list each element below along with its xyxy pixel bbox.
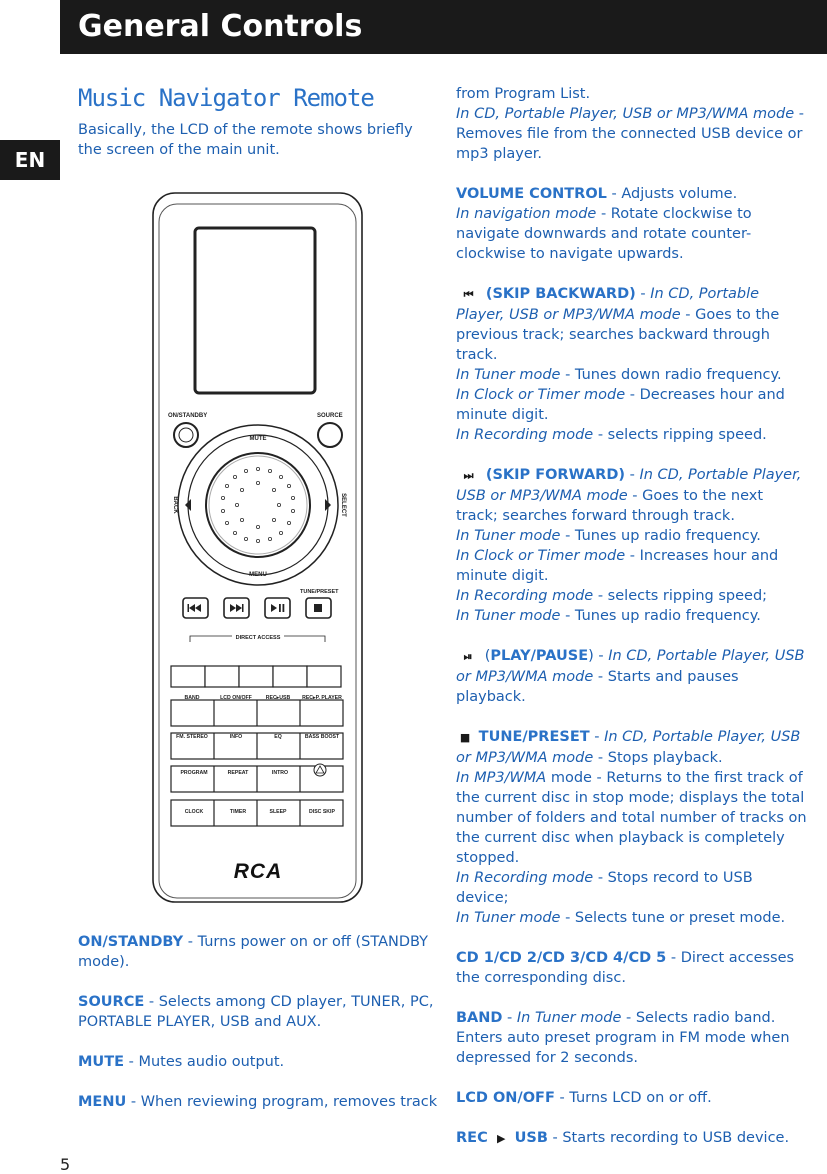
info-key: INFO bbox=[229, 734, 243, 740]
on-standby-label: ON/STANDBY bbox=[168, 413, 208, 419]
eq-key: EQ bbox=[274, 734, 282, 740]
intro-text: Basically, the LCD of the remote shows briefly the screen of the main unit. bbox=[78, 122, 413, 158]
rec-usb-key: REC▸USB bbox=[265, 695, 291, 701]
left-column bbox=[78, 932, 438, 1132]
rec-usb-entry: REC ▶ USB - Starts recording to USB device. bbox=[456, 1128, 808, 1149]
lcd-screen bbox=[195, 228, 315, 393]
mute-entry: MUTE - Mutes audio output. bbox=[78, 1054, 285, 1070]
arrow-right-icon: ▶ bbox=[496, 1132, 506, 1145]
stop-icon: ■ bbox=[456, 731, 475, 744]
cd-entry: CD 1/CD 2/CD 3/CD 4/CD 5 - Direct accesses the corresponding disc. bbox=[456, 950, 795, 986]
skip-backward-icon: ⏮ bbox=[456, 288, 482, 301]
on-standby-button bbox=[174, 423, 198, 447]
right-column bbox=[456, 84, 808, 1169]
skip-forward-entry: ⏭ (SKIP FORWARD) - In CD, Portable Player, USB or MP3/WMA mode - Goes to the next track; searches forward through track. In Tuner mode - Tunes up radio frequency. In Clock or Timer mode - Increases hour and minute digit. In Recording mode - selects ripping speed; In Tuner mode - Tunes up radio frequency. bbox=[456, 467, 802, 624]
source-entry: SOURCE - Selects among CD player, TUNER, PC, PORTABLE PLAYER, USB and AUX. bbox=[78, 994, 434, 1030]
play-pause-entry: ⏯ (PLAY/PAUSE) - In CD, Portable Player, USB or MP3/WMA mode - Starts and pauses playback. bbox=[456, 648, 805, 705]
disc-skip-key: DISC SKIP bbox=[309, 809, 335, 815]
volume-entry: VOLUME CONTROL - Adjusts volume. In navigation mode - Rotate clockwise to navigate downwards and rotate counter-clockwise to navigate upwards. bbox=[456, 186, 752, 262]
language-tab: EN bbox=[0, 140, 60, 180]
skip-backward-entry: ⏮ (SKIP BACKWARD) - In CD, Portable Player, USB or MP3/WMA mode - Goes to the previous track; searches backward through track. In Tuner mode - Tunes down radio frequency. In Clock or Timer mode - Decreases hour and minute digit. In Recording mode - selects ripping speed. bbox=[456, 286, 785, 443]
direct-access-buttons bbox=[171, 666, 341, 687]
bass-boost-key: BASS BOOST bbox=[304, 734, 340, 740]
section-title: Music Navigator Remote bbox=[78, 84, 374, 112]
volume-dial bbox=[206, 453, 310, 557]
menu-entry: MENU - When reviewing program, removes track bbox=[78, 1094, 438, 1110]
menu-label: MENU bbox=[249, 572, 267, 578]
page-header bbox=[60, 0, 827, 54]
clock-key: CLOCK bbox=[184, 809, 204, 815]
intro-key: INTRO bbox=[271, 770, 289, 776]
source-button bbox=[318, 423, 342, 447]
page-number: 5 bbox=[60, 1155, 71, 1174]
play-pause-icon: ⏯ bbox=[456, 650, 481, 663]
mute-label: MUTE bbox=[249, 436, 267, 442]
sleep-key: SLEEP bbox=[269, 809, 287, 815]
page-title: General Controls bbox=[78, 9, 363, 44]
repeat-key: REPEAT bbox=[227, 770, 249, 776]
tune-preset-label: TUNE/PRESET bbox=[300, 589, 339, 595]
on-standby-entry: ON/STANDBY - Turns power on or off (STANDBY mode). bbox=[78, 934, 429, 970]
lcd-entry: LCD ON/OFF - Turns LCD on or off. bbox=[456, 1090, 712, 1106]
stop-entry: ■ TUNE/PRESET - In CD, Portable Player, USB or MP3/WMA mode - Stops playback. In MP3/WMA mode - Returns to the first track of the current disc in stop mode; displays the total number of folders and total number of tracks on the current disc when playback is completely stopped. In Recording mode - Stops record to USB device; In Tuner mode - Selects tune or preset mode. bbox=[456, 729, 807, 926]
timer-key: TIMER bbox=[229, 809, 247, 815]
lcd-key: LCD ON/OFF bbox=[220, 695, 252, 701]
select-label: SELECT bbox=[340, 493, 346, 517]
menu-entry-cont: from Program List. In CD, Portable Player, USB or MP3/WMA mode - Removes file from the connected USB device or mp3 player. bbox=[456, 86, 805, 162]
band-key: BAND bbox=[184, 695, 200, 701]
fm-stereo-key: FM. STEREO bbox=[176, 734, 208, 740]
source-label: SOURCE bbox=[317, 413, 343, 419]
rec-player-key: REC▸P. PLAYER bbox=[302, 695, 342, 701]
program-key: PROGRAM bbox=[180, 770, 208, 776]
direct-access-label: DIRECT ACCESS bbox=[235, 635, 281, 641]
skip-forward-icon: ⏭ bbox=[456, 469, 482, 482]
back-label: BACK bbox=[172, 496, 178, 514]
remote-illustration bbox=[150, 190, 365, 905]
band-entry: BAND - In Tuner mode - Selects radio band. Enters auto preset program in FM mode when depressed for 2 seconds. bbox=[456, 1010, 790, 1066]
play-pause-button bbox=[265, 598, 290, 618]
rca-logo: RCA bbox=[233, 860, 283, 883]
